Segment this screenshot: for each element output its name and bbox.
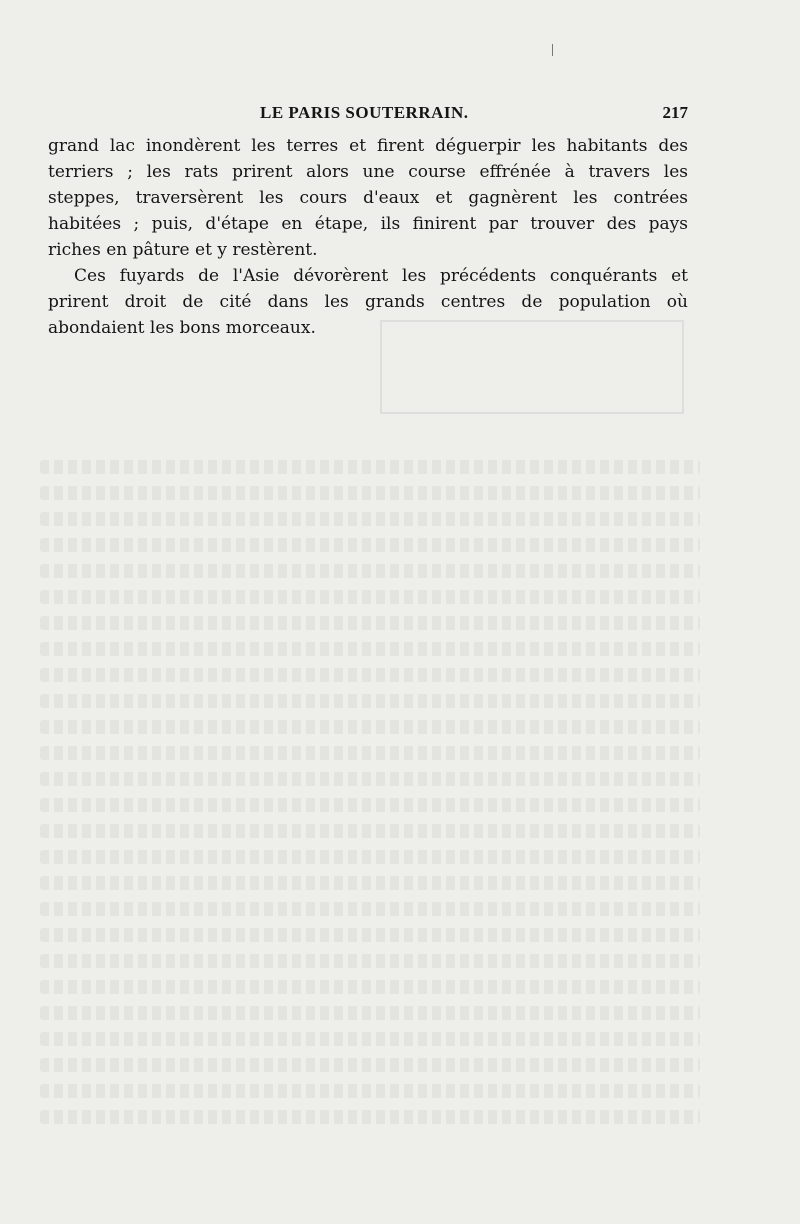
page-number: 217 [662, 103, 688, 122]
text-line: riches en pâture et y restèrent. [48, 240, 318, 260]
text-line: grand lac inondèrent les terres et firent déguerpir les habitants des [48, 136, 688, 156]
text-line: prirent droit de cité dans les grands centres de population où [48, 292, 688, 312]
paragraph-1 [48, 133, 688, 263]
text-line: habitées ; puis, d'étape en étape, ils finirent par trouver des pays [48, 214, 688, 234]
page-mark [552, 44, 553, 56]
text-line: abondaient les bons morceaux. [48, 318, 316, 338]
reverse-page-show-through [40, 320, 740, 1140]
text-line: Ces fuyards de l'Asie dévorèrent les précédents conquérants et [74, 266, 688, 286]
page-header [48, 103, 688, 129]
body-text [48, 133, 688, 341]
text-line: terriers ; les rats prirent alors une course effrénée à travers les [48, 162, 688, 182]
running-head: LE PARIS SOUTERRAIN. [260, 103, 469, 122]
paragraph-2 [48, 263, 688, 341]
text-line: steppes, traversèrent les cours d'eaux et gagnèrent les contrées [48, 188, 688, 208]
